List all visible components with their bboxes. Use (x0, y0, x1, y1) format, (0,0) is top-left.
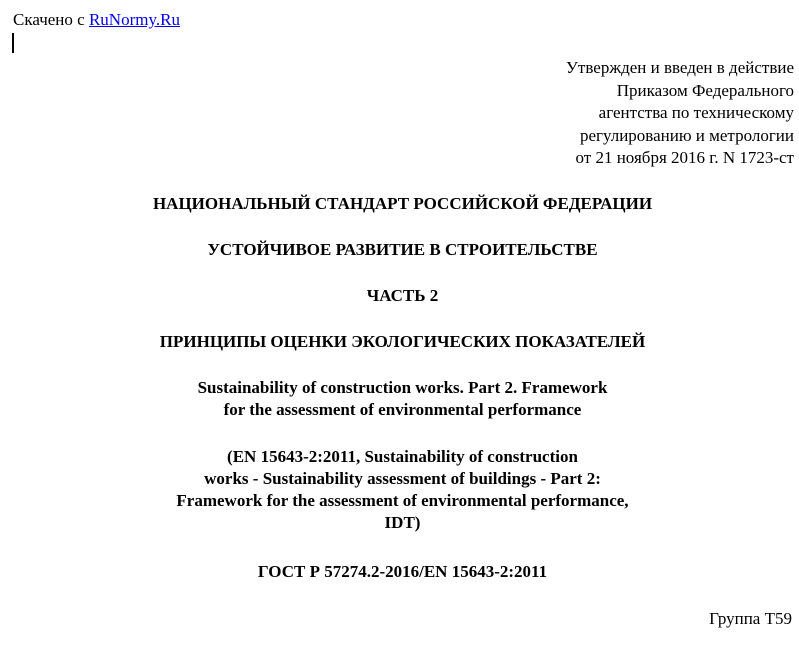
en-reference-line: works - Sustainability assessment of buildings - Part 2: (204, 469, 601, 488)
english-title-line: for the assessment of environmental performance (223, 400, 582, 419)
approval-block (566, 57, 794, 170)
en-reference (0, 446, 799, 534)
part-heading: ЧАСТЬ 2 (366, 286, 439, 305)
en-reference-line: (EN 15643-2:2011, Sustainability of construction (227, 447, 578, 466)
runormy-link[interactable]: RuNormy.Ru (88, 10, 180, 29)
approval-line: от 21 ноября 2016 г. N 1723-ст (575, 148, 794, 167)
part-title-heading: ПРИНЦИПЫ ОЦЕНКИ ЭКОЛОГИЧЕСКИХ ПОКАЗАТЕЛЕЙ (159, 332, 646, 351)
text-cursor (12, 33, 14, 53)
english-title-line: Sustainability of construction works. Part 2. Framework (197, 378, 608, 397)
standard-type-heading: НАЦИОНАЛЬНЫЙ СТАНДАРТ РОССИЙСКОЙ ФЕДЕРАЦИИ (152, 194, 653, 213)
english-title (0, 377, 799, 421)
download-note (13, 10, 180, 30)
approval-line: агентства по техническому (598, 103, 794, 122)
approval-line: Приказом Федерального (616, 80, 794, 100)
approval-line: регулированию и метрологии (579, 125, 794, 145)
approval-line: Утвержден и введен в действие (565, 58, 794, 77)
download-note-prefix: Скачено с (13, 10, 89, 29)
en-reference-line: IDT) (384, 513, 421, 532)
subject-heading: УСТОЙЧИВОЕ РАЗВИТИЕ В СТРОИТЕЛЬСТВЕ (207, 240, 598, 259)
classification-group: Группа Т59 (709, 609, 792, 628)
standard-designation: ГОСТ Р 57274.2-2016/EN 15643-2:2011 (257, 562, 548, 581)
en-reference-line: Framework for the assessment of environmental performance, (176, 491, 629, 510)
